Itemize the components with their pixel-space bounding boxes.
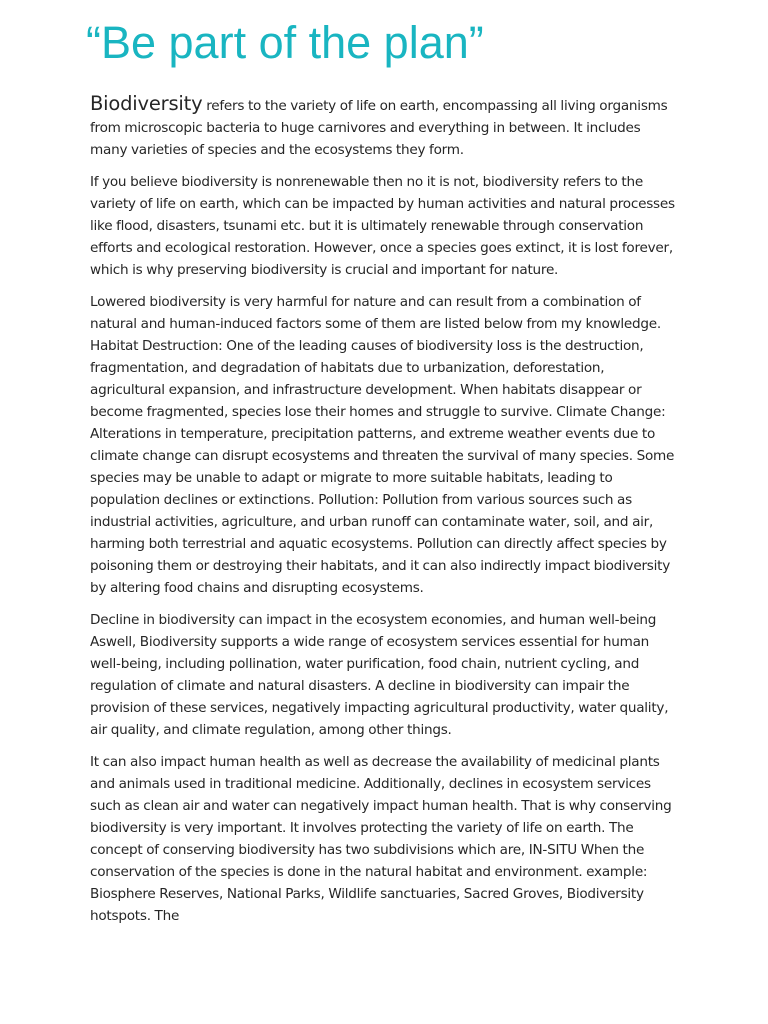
intro-lead-word: Biodiversity [90,92,203,115]
intro-paragraph [90,93,680,161]
paragraph-causes-of-loss: Lowered biodiversity is very harmful for nature and can result from a combination of natural and human-induced factors some of them are listed below from my knowledge. Habitat Destruction: One of the leading causes of biodiversity loss is the destruction, fragmentation, and degradation of habitats due to urbanization, deforestation, agricultural expansion, and infrastructure development. When habitats disappear or become fragmented, species lose their homes and struggle to survive. Climate Change: Alterations in temperature, precipitation patterns, and extreme weather events due to climate change can disrupt ecosystems and threaten the survival of many species. Some species may be unable to adapt or migrate to more suitable habitats, leading to population declines or extinctions. Pollution: Pollution from various sources such as industrial activities, agriculture, and urban runoff can contaminate water, soil, and air, harming both terrestrial and aquatic ecosystems. Pollution can directly affect species by poisoning them or destroying their habitats, and it can also indirectly impact biodiversity by altering food chains and disrupting ecosystems. [90,294,675,596]
page-title: “Be part of the plan” [86,17,484,68]
paragraph-human-health-conservation: It can also impact human health as well as decrease the availability of medicinal plants and animals used in traditional medicine. Additionally, declines in ecosystem services such as clean air and water can negatively impact human health. That is why conserving biodiversity is very important. It involves protecting the variety of life on earth. The concept of conserving biodiversity has two subdivisions which are, IN-SITU When the conservation of the species is done in the natural habitat and environment. example: Biosphere Reserves, National Parks, Wildlife sanctuaries, Sacred Groves, Biodiversity hotspots. The [90,754,672,924]
paragraph-ecosystem-services: Decline in biodiversity can impact in the ecosystem economies, and human well-being Aswell, Biodiversity supports a wide range of ecosystem services essential for human well-being, including pollination, water purification, food chain, nutrient cycling, and regulation of climate and natural disasters. A decline in biodiversity can impair the provision of these services, negatively impacting agricultural productivity, water quality, air quality, and climate regulation, among other things. [90,612,669,738]
document-body [90,93,680,937]
intro-text: refers to the variety of life on earth, encompassing all living organisms from microscopic bacteria to huge carnivores and everything in between. It includes many varieties of species and the ecosystems they form. [90,98,668,158]
paragraph-renewability: If you believe biodiversity is nonrenewable then no it is not, biodiversity refers to the variety of life on earth, which can be impacted by human activities and natural processes like flood, disasters, tsunami etc. but it is ultimately renewable through conservation efforts and ecological restoration. However, once a species goes extinct, it is lost forever, which is why preserving biodiversity is crucial and important for nature. [90,174,675,278]
